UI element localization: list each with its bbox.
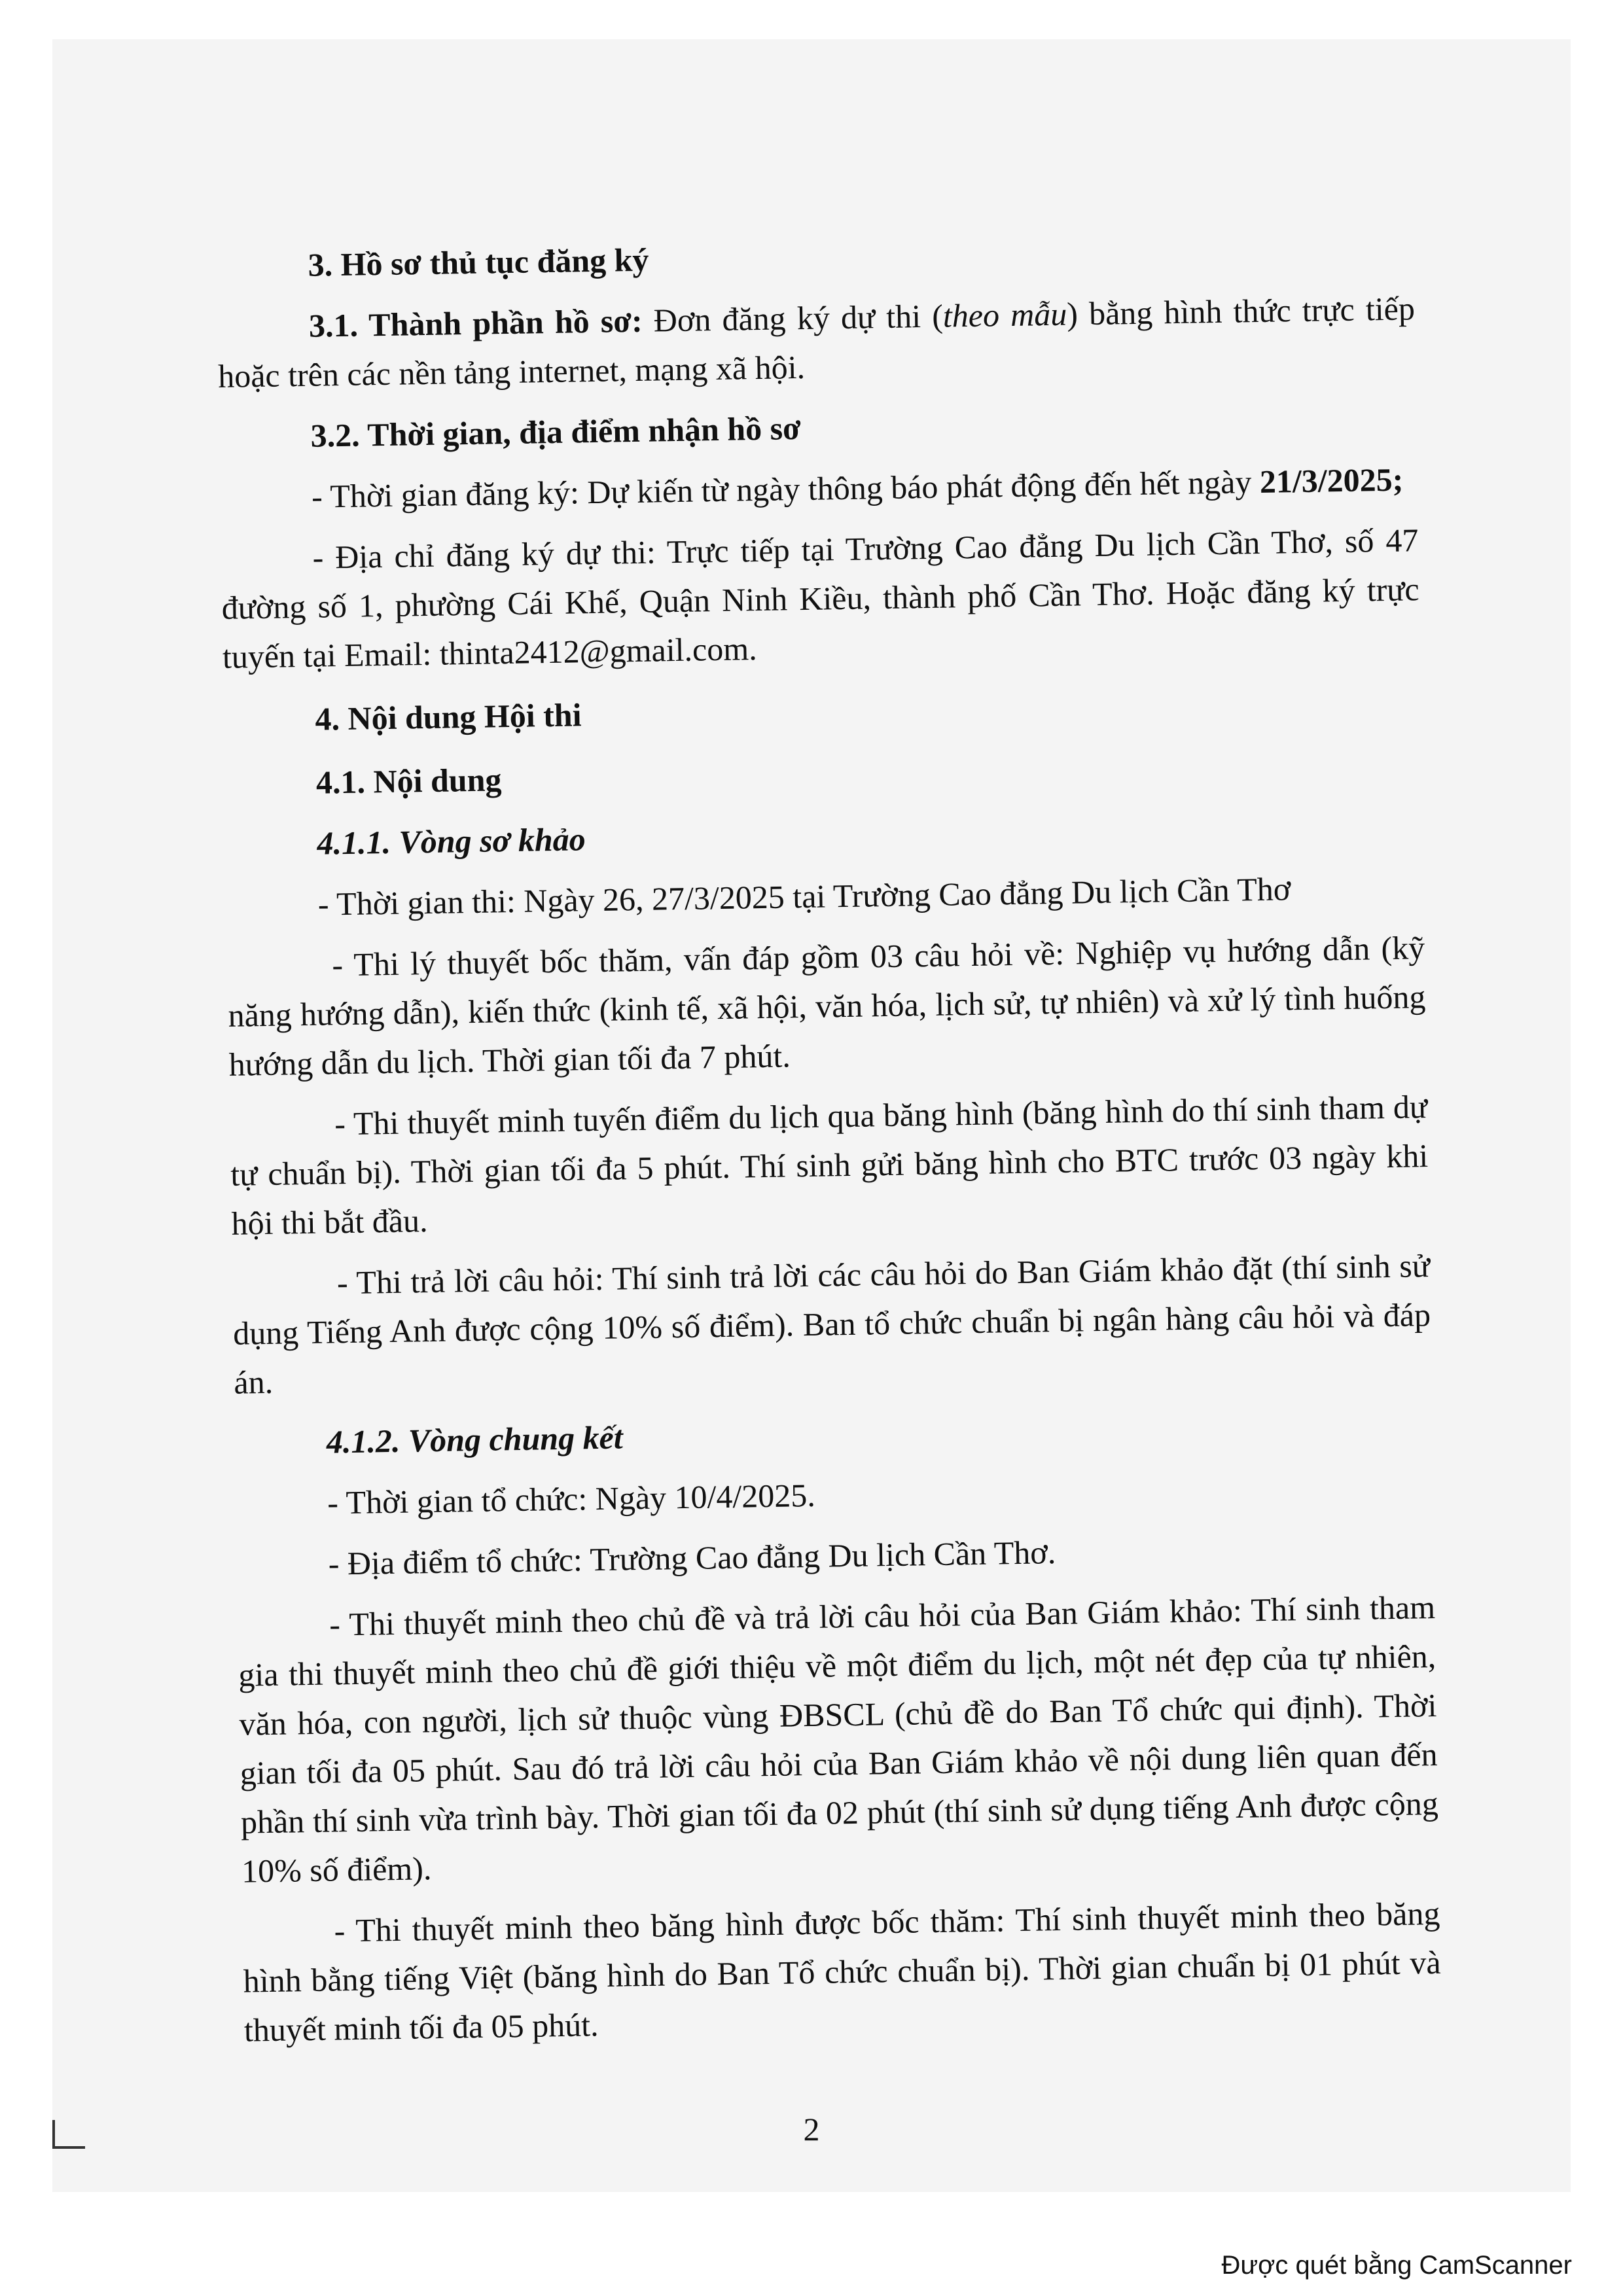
section-4-heading: 4. Nội dung Hội thi bbox=[315, 696, 582, 737]
section-3-2-address-paragraph: - Địa chỉ đăng ký dự thi: Trực tiếp tại Trường Cao đẳng Du lịch Cần Thơ, số 47 đường số 1, phường Cái Khế, Quận Ninh Kiều, thành phố Cần Thơ. Hoặc đăng ký trực tuyến tại Email: thinta2412@gmail.com. bbox=[221, 521, 1419, 675]
section-4-1-2-item: - Thi thuyết minh theo băng hình được bốc thăm: Thí sinh thuyết minh theo băng hình bằng tiếng Việt (băng hình do Ban Tổ chức chuẩn bị). Thời gian chuẩn bị 01 phút và thuyết minh tối đa 05 phút. bbox=[243, 1894, 1441, 2049]
section-4-1-1-item: - Thi trả lời câu hỏi: Thí sinh trả lời các câu hỏi do Ban Giám khảo đặt (thí sinh sử dụng Tiếng Anh được cộng 10% số điểm). Ban tổ chức chuẩn bị ngân hàng câu hỏi và đáp án. bbox=[232, 1247, 1431, 1401]
section-4-1-2-item: - Thi thuyết minh theo chủ đề và trả lời câu hỏi của Ban Giám khảo: Thí sinh tham gia thi thuyết minh theo chủ đề giới thiệu về một điểm du lịch, một nét đẹp của tự nhiên, văn hóa, con người, lịch sử thuộc vùng ĐBSCL (chủ đề do Ban Tổ chức qui định). Thời gian tối đa 05 phút. Sau đó trả lời câu hỏi của Ban Giám khảo về nội dung liên quan đến phần thí sinh vừa trình bày. Thời gian tối đa 02 phút (thí sinh sử dụng tiếng Anh được cộng 10% số điểm). bbox=[238, 1588, 1439, 1890]
section-4-1-1-item: - Thi lý thuyết bốc thăm, vấn đáp gồm 03 câu hỏi về: Nghiệp vụ hướng dẫn (kỹ năng hướng dẫn), kiến thức (kinh tế, xã hội, văn hóa, lịch sử, tự nhiên) và xử lý tình huống hướng dẫn du lịch. Thời gian tối đa 7 phút. bbox=[228, 929, 1426, 1083]
section-4-1-1-heading: 4.1.1. Vòng sơ khảo bbox=[317, 821, 586, 862]
section-4-1-1-item: - Thi thuyết minh tuyến điểm du lịch qua băng hình (băng hình do thí sinh tham dự tự chuẩn bị). Thời gian tối đa 5 phút. Thí sinh gửi băng hình cho BTC trước 03 ngày khi hội thi bắt đầu. bbox=[230, 1088, 1429, 1242]
section-3-2-time-date: 21/3/2025; bbox=[1259, 461, 1404, 500]
section-4-1-2-heading: 4.1.2. Vòng chung kết bbox=[326, 1419, 624, 1460]
section-4-1-2-item: - Địa điểm tổ chức: Trường Cao đẳng Du lịch Cần Thơ. bbox=[328, 1534, 1056, 1582]
section-3-2-time-text: - Thời gian đăng ký: Dự kiến từ ngày thông báo phát động đến hết ngày bbox=[311, 463, 1260, 515]
page-number: 2 bbox=[803, 2111, 820, 2147]
section-3-1-paragraph bbox=[217, 284, 1416, 401]
section-3-1-heading: 3.1. Thành phần hồ sơ: bbox=[308, 302, 643, 344]
camscanner-footer: Được quét bằng CamScanner bbox=[1221, 2251, 1572, 2280]
section-3-1-text-b: ) bằng hình thức trực tiếp hoặc trên các nền tảng internet, mạng xã hội. bbox=[217, 290, 1416, 395]
section-3-heading: 3. Hồ sơ thủ tục đăng ký bbox=[308, 241, 649, 283]
section-4-1-1-item: - Thời gian thi: Ngày 26, 27/3/2025 tại Trường Cao đẳng Du lịch Cần Thơ bbox=[317, 870, 1291, 923]
section-3-2-time-paragraph bbox=[220, 455, 1418, 523]
section-4-1-2-item: - Thời gian tổ chức: Ngày 10/4/2025. bbox=[327, 1476, 816, 1521]
section-3-2-heading: 3.2. Thời gian, địa điểm nhận hồ sơ bbox=[310, 410, 802, 454]
section-3-1-text-a: Đơn đăng ký dự thi ( bbox=[642, 297, 944, 339]
section-3-1-text-italic: theo mẫu bbox=[942, 295, 1067, 334]
document-body bbox=[216, 223, 1442, 2055]
section-4-1-heading: 4.1. Nội dung bbox=[315, 761, 502, 801]
